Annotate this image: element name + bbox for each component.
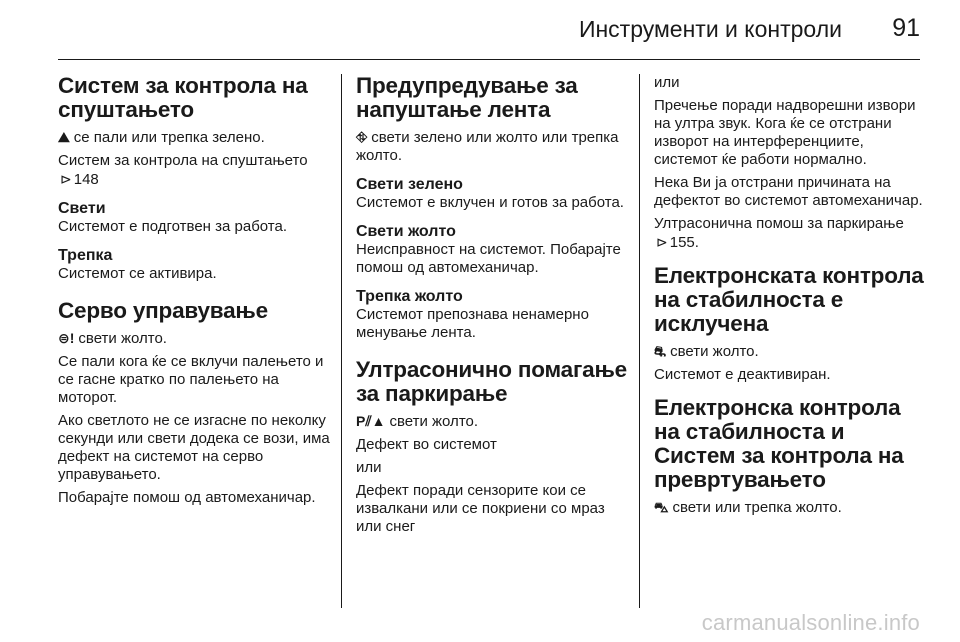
- paragraph: Систем за контрола на спуштањето ⊳ 148: [58, 152, 308, 188]
- section-esc-off: [654, 264, 924, 384]
- page-reference-arrow-icon: ⊳: [60, 171, 72, 187]
- paragraph: Се пали кога ќе се вклучи палењето и се гасне кратко по палењето на моторот.: [58, 353, 324, 406]
- column-divider: [639, 74, 640, 608]
- section-parking-assist: [356, 358, 628, 536]
- page-title: Инструменти и контроли: [578, 16, 842, 42]
- section-esc-traction: [654, 396, 924, 517]
- subheading: Свети: [58, 200, 106, 217]
- section-parking-assist-continued: [654, 74, 924, 252]
- esc-traction-icon: ⛍: [654, 499, 669, 515]
- column-2: [356, 74, 628, 541]
- paragraph: ⛐ свети жолто.: [654, 343, 759, 360]
- page-number: 91: [892, 14, 920, 42]
- section-descent-control: [58, 74, 330, 283]
- paragraph: Побарајте помош од автомеханичар.: [58, 489, 316, 506]
- section-heading: Ултрасонично помагање за паркирање: [356, 357, 627, 406]
- subheading: Свети зелено: [356, 176, 463, 193]
- section-heading: Електронската контрола на стабилноста е исклучена: [654, 263, 924, 336]
- paragraph: Системот е вклучен и готов за работа.: [356, 194, 624, 211]
- paragraph: Дефект поради сензорите кои се извалкани или се покриени со мраз или снег: [356, 482, 605, 535]
- section-heading: Систем за контрола на спуштањето: [58, 73, 308, 122]
- page-reference[interactable]: 155.: [669, 234, 699, 251]
- descent-control-icon: ⛰: [58, 129, 70, 145]
- esc-off-icon: ⛐: [654, 343, 667, 359]
- watermark: carmanualsonline.info: [701, 610, 920, 635]
- paragraph: ⊜! свети жолто.: [58, 330, 167, 347]
- paragraph: Системот се активира.: [58, 265, 217, 282]
- paragraph: Неисправност на системот. Побарајте помош од автомеханичар.: [356, 241, 621, 276]
- paragraph: Системот е подготвен за работа.: [58, 218, 288, 235]
- paragraph: ⛍ свети или трепка жолто.: [654, 499, 842, 516]
- subheading: Трепка: [58, 247, 113, 264]
- paragraph: Системот препознава ненамерно менување лента.: [356, 306, 589, 341]
- page-header: [0, 0, 960, 60]
- paragraph: ⛗ свети зелено или жолто или трепка жолто.: [356, 129, 619, 164]
- column-divider: [341, 74, 342, 608]
- section-power-steering: [58, 299, 330, 507]
- paragraph: P⫽▲ свети жолто.: [356, 413, 479, 430]
- section-lane-departure: [356, 74, 628, 342]
- paragraph: или: [654, 74, 680, 91]
- lane-departure-icon: ⛗: [356, 129, 368, 145]
- paragraph: Дефект во системот: [356, 436, 497, 453]
- page-reference-arrow-icon: ⊳: [656, 234, 668, 250]
- section-heading: Предупредување за напуштање лента: [356, 73, 578, 122]
- section-heading: Серво управување: [58, 298, 268, 323]
- steering-wheel-icon: ⊜!: [58, 330, 75, 346]
- paragraph: ⛰ се пали или трепка зелено.: [58, 129, 265, 146]
- paragraph: Пречење поради надворешни извори на ултра звук. Кога ќе се отстрани изворот на интерференциите, системот ќе работи нормално.: [654, 97, 916, 168]
- subheading: Трепка жолто: [356, 288, 463, 305]
- column-3: [654, 74, 924, 522]
- paragraph: или: [356, 459, 382, 476]
- column-1: [58, 74, 330, 512]
- paragraph: Ако светлото не се изгасне по неколку секунди или свети додека се вози, има дефект на системот на серво управувањето.: [58, 412, 330, 483]
- subheading: Свети жолто: [356, 223, 456, 240]
- paragraph: Нека Ви ја отстрани причината на дефектот во системот автомеханичар.: [654, 174, 923, 209]
- paragraph: Системот е деактивиран.: [654, 366, 831, 383]
- paragraph: Ултрасонична помош за паркирање ⊳ 155.: [654, 215, 904, 251]
- header-divider: [58, 59, 920, 60]
- page-reference[interactable]: 148: [73, 171, 99, 188]
- parking-assist-icon: P⫽▲: [356, 413, 386, 429]
- section-heading: Електронска контрола на стабилноста и Систем за контрола на превртувањето: [654, 395, 904, 492]
